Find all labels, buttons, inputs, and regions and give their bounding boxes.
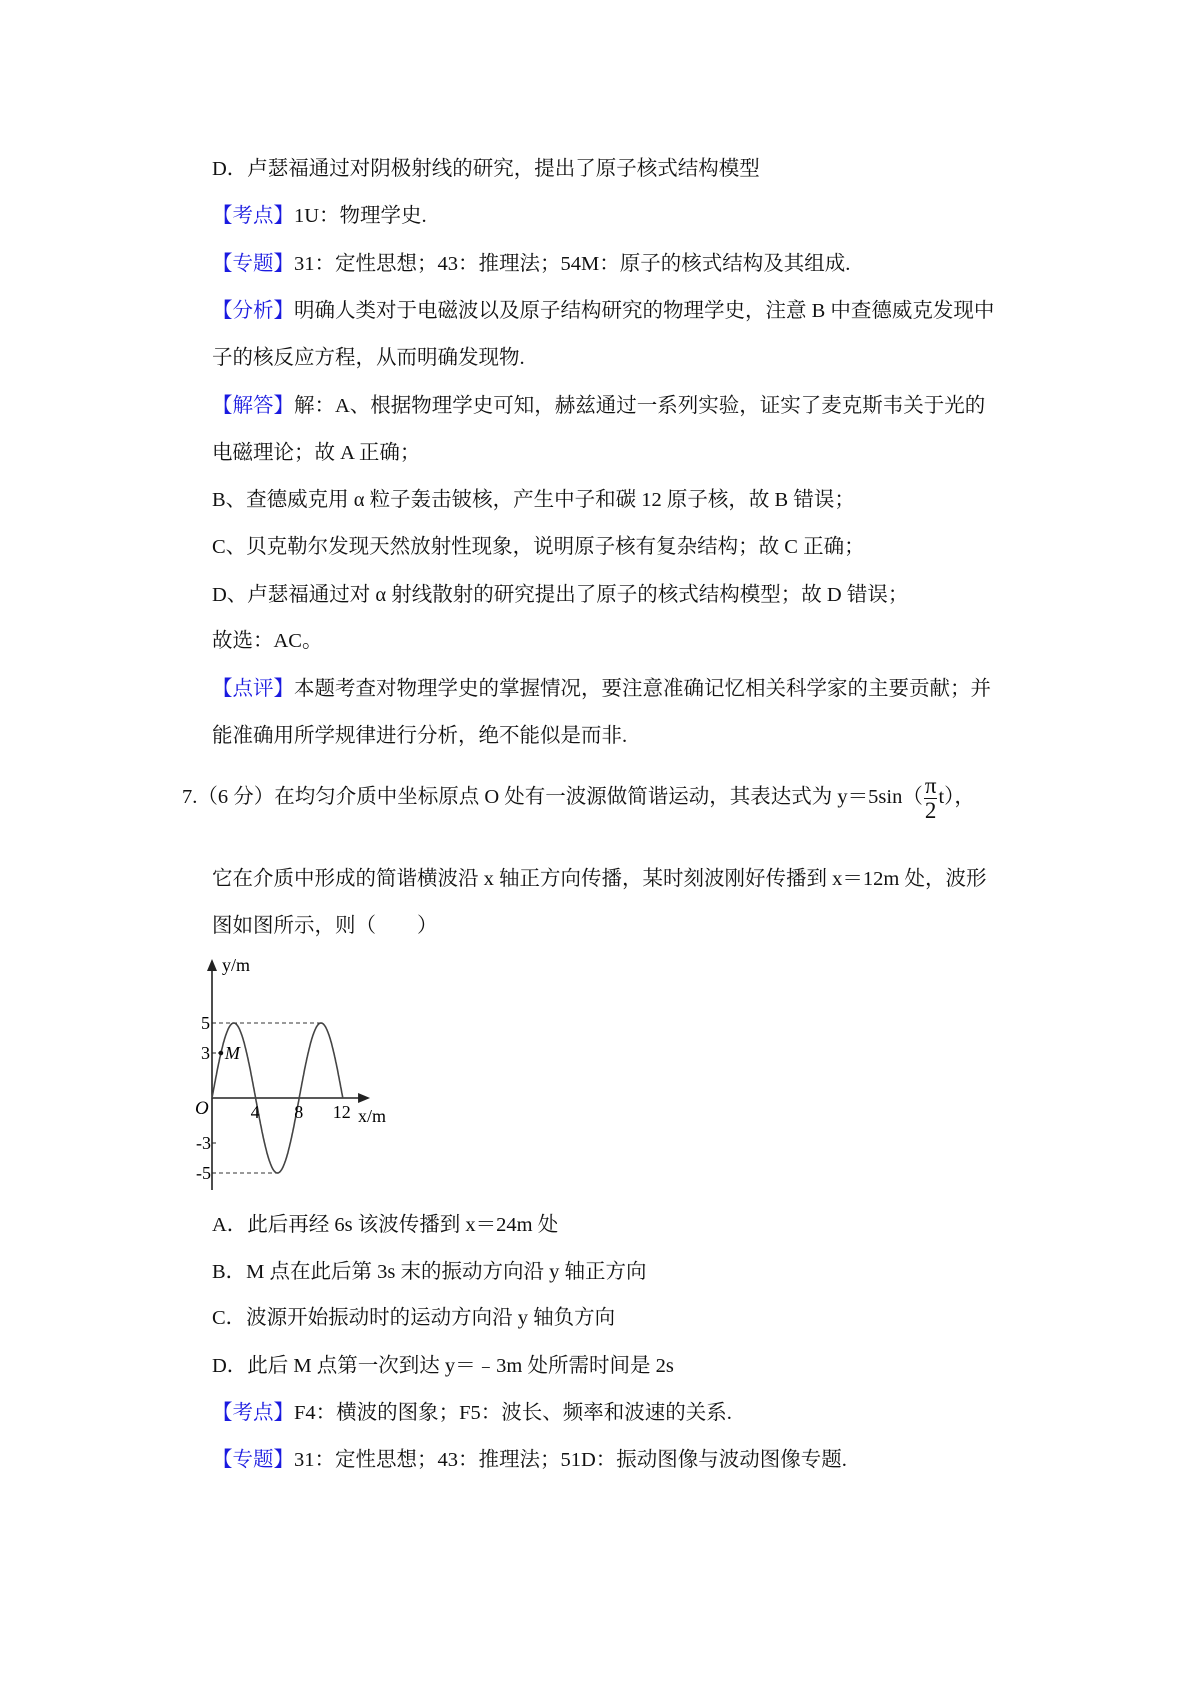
question-stem-2: 它在介质中形成的简谐横波沿 x 轴正方向传播，某时刻波刚好传播到 x＝12m 处，波形	[212, 868, 987, 890]
jieda-text: 解：A、根据物理学史可知，赫兹通过一系列实验，证实了麦克斯韦关于光的	[294, 395, 986, 417]
fenxi-line-2: 子的核反应方程，从而明确发现物.	[212, 347, 525, 369]
option-d-text: D．卢瑟福通过对阴极射线的研究，提出了原子核式结构模型	[212, 158, 760, 180]
fraction-numerator: π	[924, 772, 937, 798]
x-axis-label: x/m	[358, 1106, 387, 1126]
zhuanti-tag: 【专题】	[212, 1449, 294, 1471]
point-M-label: M	[224, 1043, 240, 1063]
y-tick-label: -5	[196, 1163, 211, 1183]
zhuanti-text: 31：定性思想；43：推理法；51D：振动图像与波动图像专题.	[294, 1449, 847, 1471]
jieda-b: B、查德威克用 α 粒子轰击铍核，产生中子和碳 12 原子核，故 B 错误；	[212, 489, 855, 511]
x-tick-label: 12	[332, 1102, 351, 1122]
option-d[interactable]: D．此后 M 点第一次到达 y＝﹣3m 处所需时间是 2s	[212, 1355, 674, 1377]
kaodian-tag: 【考点】	[212, 1402, 294, 1424]
x-axis-arrow	[358, 1093, 370, 1103]
option-b[interactable]: B．M 点在此后第 3s 末的振动方向沿 y 轴正方向	[212, 1261, 647, 1283]
fenxi-tag: 【分析】	[212, 300, 294, 322]
dianping-text: 本题考查对物理学史的掌握情况，要注意准确记忆相关科学家的主要贡献；并	[294, 678, 991, 700]
stem-text: 7.（6 分）在均匀介质中坐标原点 O 处有一波源做简谐运动，其表达式为 y＝5sin（	[182, 786, 923, 808]
y-axis-label: y/m	[222, 955, 251, 975]
jieda-d: D、卢瑟福通过对 α 射线散射的研究提出了原子的核式结构模型；故 D 错误；	[212, 584, 909, 606]
y-tick-label: 5	[201, 1013, 210, 1033]
y-tick-label: -3	[196, 1133, 211, 1153]
jieda-c: C、贝克勒尔发现天然放射性现象，说明原子核有复杂结构；故 C 正确；	[212, 536, 865, 558]
dianping-line-2: 能准确用所学规律进行分析，绝不能似是而非.	[212, 725, 628, 747]
option-a[interactable]: A．此后再经 6s 该波传播到 x＝24m 处	[212, 1214, 559, 1236]
origin-label: O	[195, 1098, 209, 1119]
y-tick-label: 3	[201, 1043, 210, 1063]
kaodian-text: F4：横波的图象；F5：波长、频率和波速的关系.	[294, 1402, 732, 1424]
x-tick-label: 8	[294, 1102, 304, 1122]
kaodian-tag: 【考点】	[212, 205, 294, 227]
zhuanti-tag: 【专题】	[212, 253, 294, 275]
jieda-tag: 【解答】	[212, 395, 294, 417]
fenxi-text: 明确人类对于电磁波以及原子结构研究的物理学史，注意 B 中查德威克发现中	[294, 300, 995, 322]
point-M	[219, 1051, 224, 1056]
fraction-denominator: 2	[924, 797, 937, 823]
q7-zhuanti-line	[212, 1447, 847, 1473]
option-c[interactable]: C．波源开始振动时的运动方向沿 y 轴负方向	[212, 1307, 616, 1329]
x-tick-label: 4	[250, 1102, 260, 1122]
dianping-tag: 【点评】	[212, 678, 294, 700]
kaodian-text: 1U：物理学史.	[294, 205, 427, 227]
jieda-line-2: 电磁理论；故 A 正确；	[212, 442, 421, 464]
stem-end: t），	[938, 786, 975, 808]
zhuanti-text: 31：定性思想；43：推理法；54M：原子的核式结构及其组成.	[294, 253, 851, 275]
q7-kaodian-line	[212, 1400, 732, 1426]
question-stem-3: 图如图所示，则（ ）	[212, 915, 438, 937]
y-axis-arrow	[207, 959, 217, 971]
choice-text: 故选：AC。	[212, 630, 323, 652]
